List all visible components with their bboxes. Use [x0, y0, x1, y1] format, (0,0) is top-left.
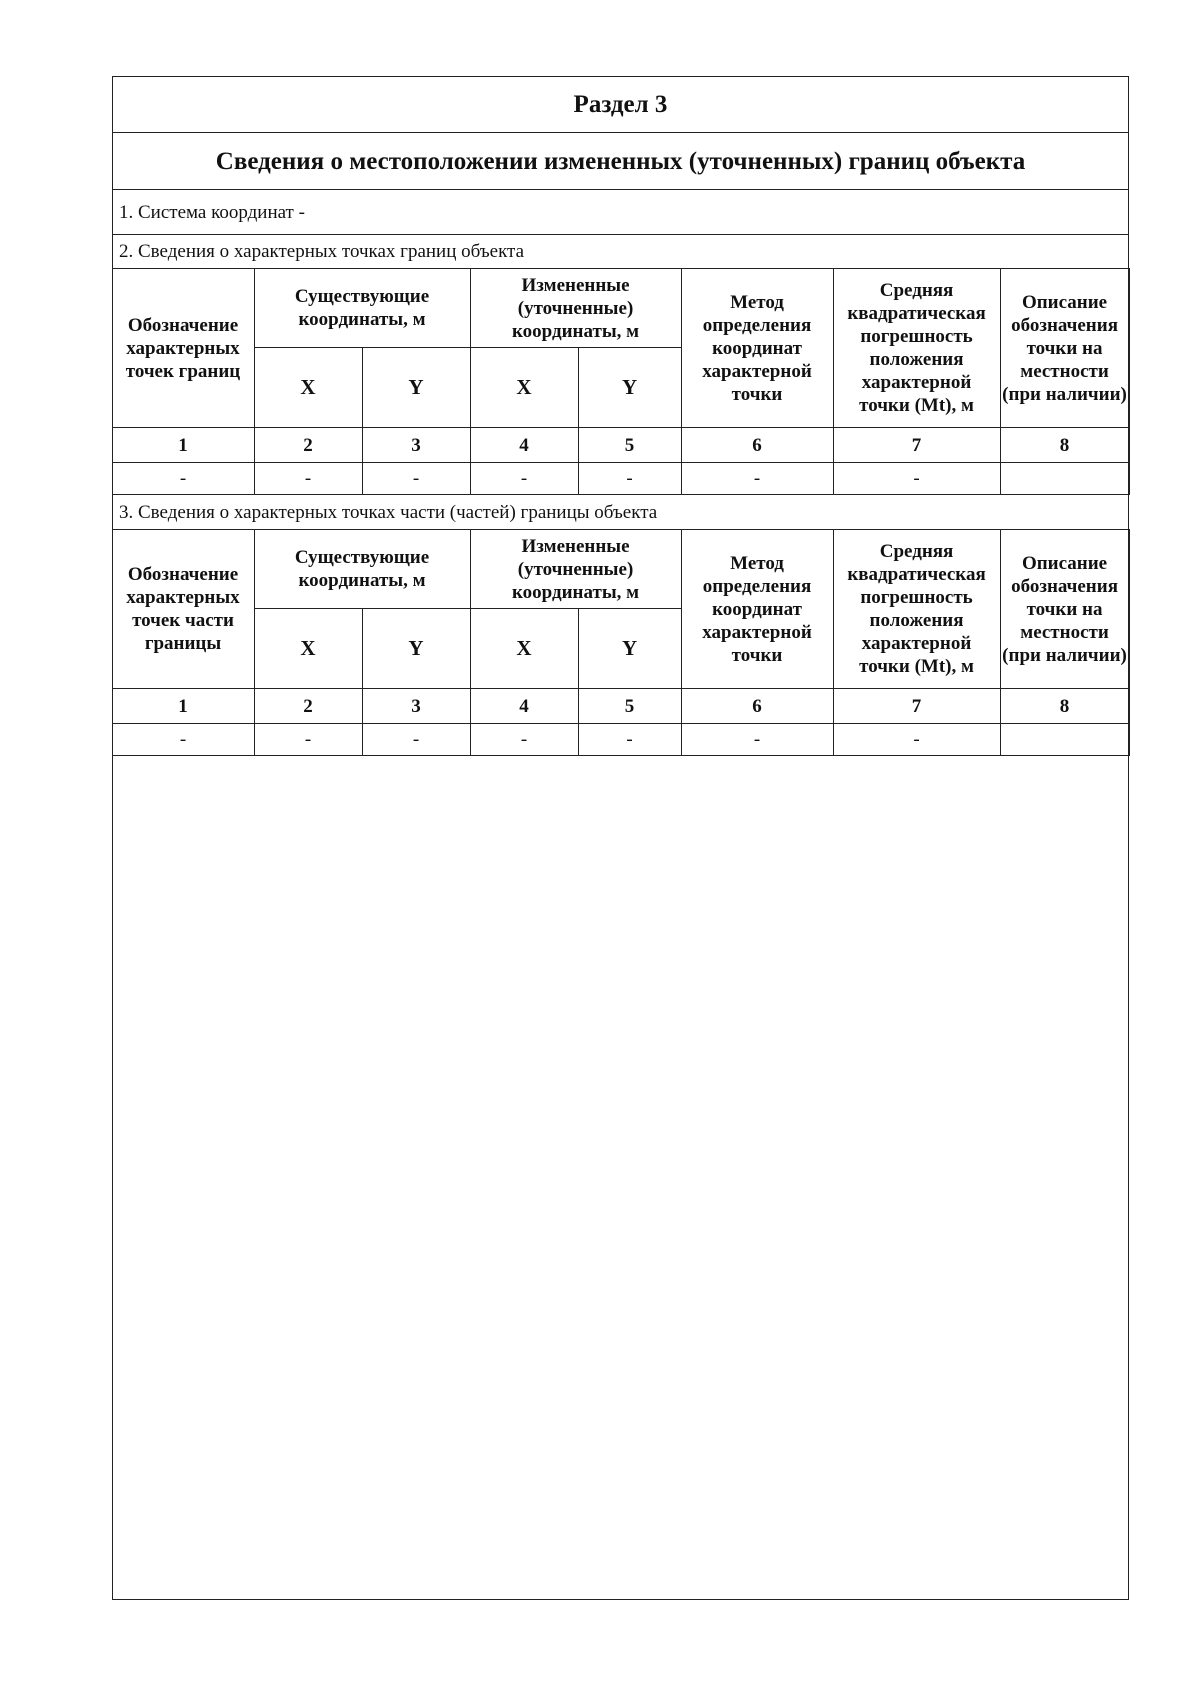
cell-value: - [833, 463, 1000, 495]
header-changed-y: Y [578, 348, 681, 428]
cell-value: - [681, 463, 833, 495]
column-number: 8 [1000, 428, 1129, 463]
header-existing-x: X [254, 348, 362, 428]
table2-caption: 3. Сведения о характерных точках части (частей) границы объекта [113, 496, 1128, 530]
column-number: 6 [681, 689, 833, 724]
cell-value: - [578, 463, 681, 495]
header-existing-coords: Существующие координаты, м [254, 530, 470, 609]
cell-value: - [470, 724, 578, 756]
table-row [112, 463, 1129, 495]
cell-value: - [112, 463, 254, 495]
cell-value: - [254, 463, 362, 495]
column-numbers-row [112, 689, 1129, 724]
header-error: Средняя квадратическая погрешность положения характерной точки (Mt), м [833, 530, 1000, 689]
column-number: 5 [578, 428, 681, 463]
part-boundary-points-table [112, 529, 1130, 756]
column-number: 1 [112, 428, 254, 463]
header-designation: Обозначение характерных точек части границы [112, 530, 254, 689]
column-number: 3 [362, 689, 470, 724]
column-number: 7 [833, 689, 1000, 724]
column-number: 4 [470, 689, 578, 724]
cell-value: - [578, 724, 681, 756]
header-changed-x: X [470, 609, 578, 689]
cell-value: - [112, 724, 254, 756]
document-title: Сведения о местоположении измененных (уточненных) границ объекта [113, 133, 1128, 190]
table-row [112, 724, 1129, 756]
header-existing-y: Y [362, 348, 470, 428]
column-number: 2 [254, 428, 362, 463]
header-changed-coords: Измененные (уточненные) координаты, м [470, 530, 681, 609]
section-heading: Раздел 3 [113, 77, 1128, 133]
header-existing-y: Y [362, 609, 470, 689]
cell-value [1000, 463, 1129, 495]
header-description: Описание обозначения точки на местности (при наличии) [1000, 530, 1129, 689]
header-error: Средняя квадратическая погрешность положения характерной точки (Mt), м [833, 269, 1000, 428]
header-existing-coords: Существующие координаты, м [254, 269, 470, 348]
coordinate-system-line: 1. Система координат - [113, 190, 1128, 235]
column-number: 6 [681, 428, 833, 463]
cell-value: - [362, 463, 470, 495]
column-number: 4 [470, 428, 578, 463]
header-changed-y: Y [578, 609, 681, 689]
header-designation: Обозначение характерных точек границ [112, 269, 254, 428]
boundary-points-table [112, 268, 1130, 495]
cell-value [1000, 724, 1129, 756]
header-changed-x: X [470, 348, 578, 428]
header-existing-x: X [254, 609, 362, 689]
cell-value: - [833, 724, 1000, 756]
column-number: 8 [1000, 689, 1129, 724]
header-changed-coords: Измененные (уточненные) координаты, м [470, 269, 681, 348]
cell-value: - [254, 724, 362, 756]
document-frame [112, 76, 1129, 1600]
header-method: Метод определения координат характерной точки [681, 269, 833, 428]
column-number: 3 [362, 428, 470, 463]
header-method: Метод определения координат характерной точки [681, 530, 833, 689]
header-description: Описание обозначения точки на местности (при наличии) [1000, 269, 1129, 428]
column-numbers-row [112, 428, 1129, 463]
cell-value: - [470, 463, 578, 495]
column-number: 1 [112, 689, 254, 724]
column-number: 2 [254, 689, 362, 724]
cell-value: - [681, 724, 833, 756]
column-number: 7 [833, 428, 1000, 463]
cell-value: - [362, 724, 470, 756]
table1-caption: 2. Сведения о характерных точках границ объекта [113, 235, 1128, 269]
column-number: 5 [578, 689, 681, 724]
